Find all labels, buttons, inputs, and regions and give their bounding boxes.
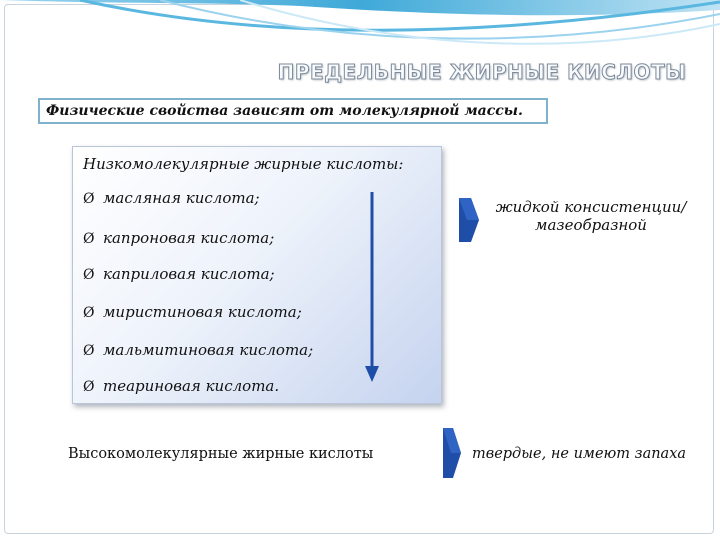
bullet-arrow-icon: Ø (83, 231, 95, 247)
right-chevron-icon (459, 198, 479, 242)
list-item: Ø теариновая кислота. (83, 377, 280, 395)
low-molecular-heading: Низкомолекулярные жирные кислоты: (83, 155, 404, 173)
high-molecular-label: Высокомолекулярные жирные кислоты (68, 446, 374, 462)
high-molecular-property: твердые, не имеют запаха (472, 446, 687, 462)
page-title: ПРЕДЕЛЬНЫЕ ЖИРНЫЕ КИСЛОТЫ (277, 60, 687, 84)
bullet-arrow-icon: Ø (83, 305, 95, 321)
list-item: Ø миристиновая кислота; (83, 303, 302, 321)
bullet-arrow-icon: Ø (83, 343, 95, 359)
low-molecular-panel (72, 146, 442, 404)
bullet-arrow-icon: Ø (83, 267, 95, 283)
down-arrow-icon (362, 192, 382, 384)
list-item: Ø каприловая кислота; (83, 265, 275, 283)
right-chevron-icon (443, 428, 461, 478)
bullet-arrow-icon: Ø (83, 191, 95, 207)
subtitle-box: Физические свойства зависят от молекулярной массы. (38, 98, 548, 124)
decorative-swoosh (0, 0, 720, 110)
list-item: Ø мальмитиновая кислота; (83, 341, 314, 359)
bullet-arrow-icon: Ø (83, 379, 95, 395)
list-item: Ø капроновая кислота; (83, 229, 275, 247)
low-molecular-property: жидкой консистенции/ мазеобразной (495, 198, 687, 234)
list-item: Ø масляная кислота; (83, 189, 260, 207)
